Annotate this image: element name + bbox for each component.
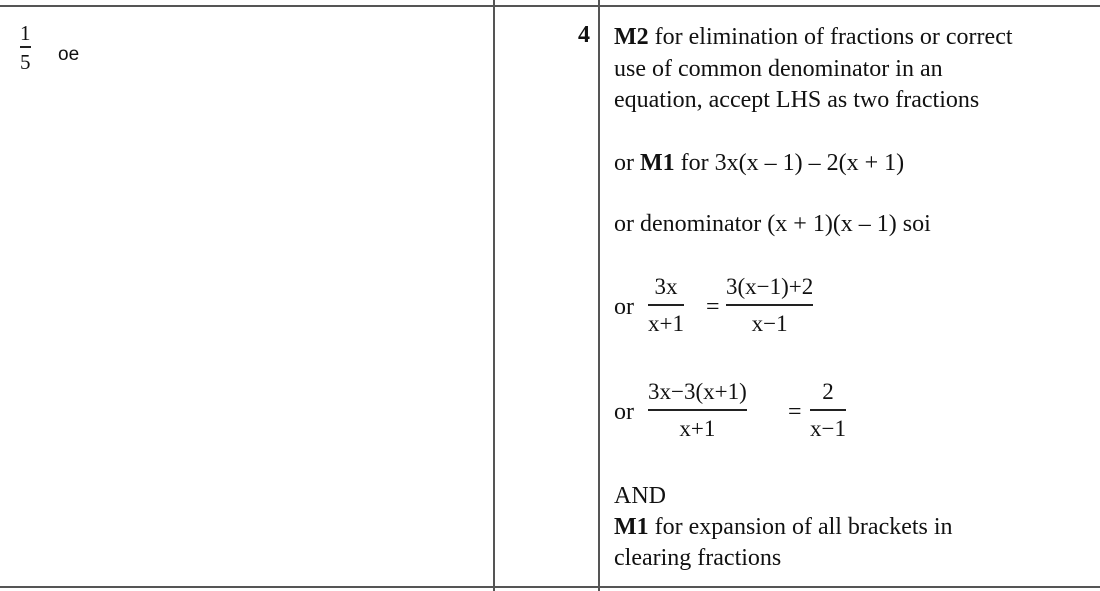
guidance-m1b-line2: clearing fractions [614, 545, 782, 571]
eq2-rhs-denominator: x−1 [810, 415, 846, 441]
eq1-lhs-numerator: 3x [654, 274, 678, 299]
eq2-lhs-numerator: 3x−3(x+1) [648, 379, 747, 404]
or-m1-prefix: or [614, 150, 640, 176]
equation-1 [614, 275, 874, 355]
eq1-rhs-fraction [726, 275, 813, 336]
eq2-rhs-fraction [810, 380, 846, 441]
guidance-m1-expression [614, 148, 904, 178]
eq1-equals: = [706, 294, 720, 320]
column-divider-marks [598, 0, 600, 591]
guidance-denominator-line: or denominator (x + 1)(x – 1) soi [614, 211, 931, 237]
guidance-m1b-line1 [614, 512, 953, 542]
eq1-lhs-bar [648, 304, 684, 306]
m1b-label: M1 [614, 514, 649, 540]
eq2-lhs-fraction [648, 380, 747, 441]
eq2-rhs-bar [810, 409, 846, 411]
eq2-lhs-bar [648, 409, 747, 411]
m2-label: M2 [614, 24, 649, 50]
column-divider-answer [493, 0, 495, 591]
m1-label: M1 [640, 150, 675, 176]
eq1-or: or [614, 294, 634, 320]
eq1-lhs-denominator: x+1 [648, 310, 684, 336]
table-top-border [0, 5, 1100, 7]
answer-fraction-bar [20, 46, 31, 48]
answer-numerator: 1 [20, 21, 31, 45]
guidance-m2-line3: equation, accept LHS as two fractions [614, 87, 980, 113]
m2-text-line1: for elimination of fractions or correct [648, 24, 1013, 50]
answer-note: oe [58, 44, 80, 65]
eq1-rhs-denominator: x−1 [751, 310, 788, 336]
eq1-rhs-bar [726, 304, 813, 306]
m1b-text-line1: for expansion of all brackets in [648, 514, 953, 540]
m1-expression: for 3x(x – 1) – 2(x + 1) [674, 150, 905, 176]
eq2-rhs-numerator: 2 [822, 379, 834, 404]
answer-fraction [20, 22, 31, 73]
equation-2 [614, 380, 874, 460]
marks-value: 4 [578, 22, 590, 48]
eq2-or: or [614, 399, 634, 425]
guidance-m2-line2: use of common denominator in an [614, 56, 943, 82]
guidance-and-label: AND [614, 483, 666, 509]
table-bottom-border [0, 586, 1100, 588]
eq2-equals: = [788, 399, 802, 425]
eq1-rhs-numerator: 3(x−1)+2 [726, 274, 814, 299]
eq2-lhs-denominator: x+1 [679, 415, 716, 441]
eq1-lhs-fraction [648, 275, 684, 336]
answer-denominator: 5 [20, 49, 31, 74]
guidance-m2-line1 [614, 22, 1013, 52]
